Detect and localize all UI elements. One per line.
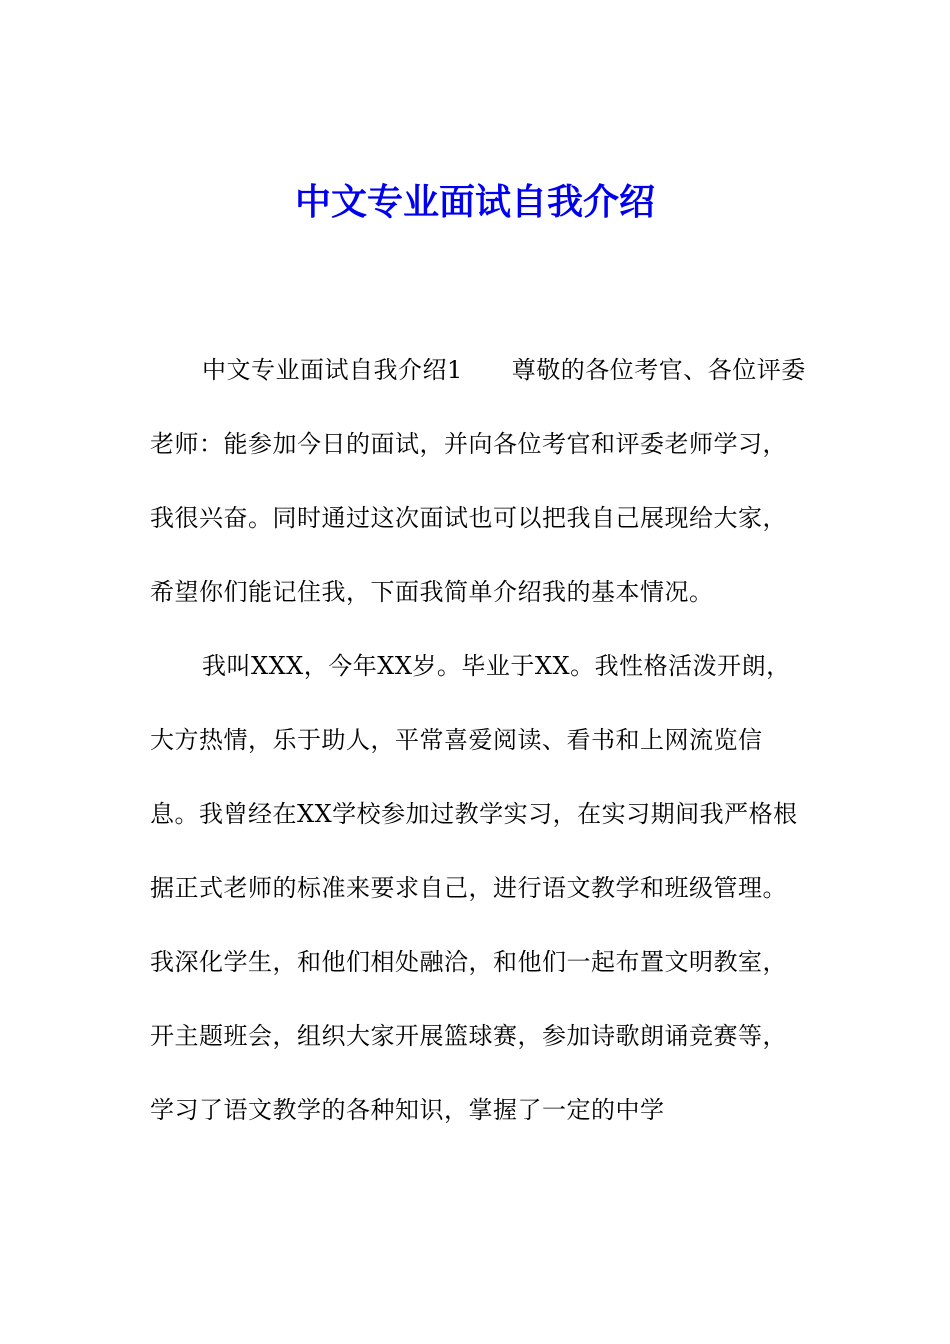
document-body (150, 333, 810, 1147)
paragraph-1: 中文专业面试自我介绍1 尊敬的各位考官、各位评委老师：能参加今日的面试，并向各位考官和评委老师学习，我很兴奋。同时通过这次面试也可以把我自己展现给大家，希望你们能记住我，下面我简单介绍我的基本情况。 (150, 356, 806, 606)
document-title: 中文专业面试自我介绍 (294, 182, 655, 223)
paragraph-2: 我叫XXX，今年XX岁。毕业于XX。我性格活泼开朗，大方热情，乐于助人，平常喜爱阅读、看书和上网流览信息。我曾经在XX学校参加过教学实习，在实习期间我严格根据正式老师的标准来要求自己，进行语文教学和班级管理。我深化学生，和他们相处融洽，和他们一起布置文明教室，开主题班会，组织大家开展篮球赛，参加诗歌朗诵竞赛等，学习了语文教学的各种知识，掌握了一定的中学 (150, 652, 798, 1124)
